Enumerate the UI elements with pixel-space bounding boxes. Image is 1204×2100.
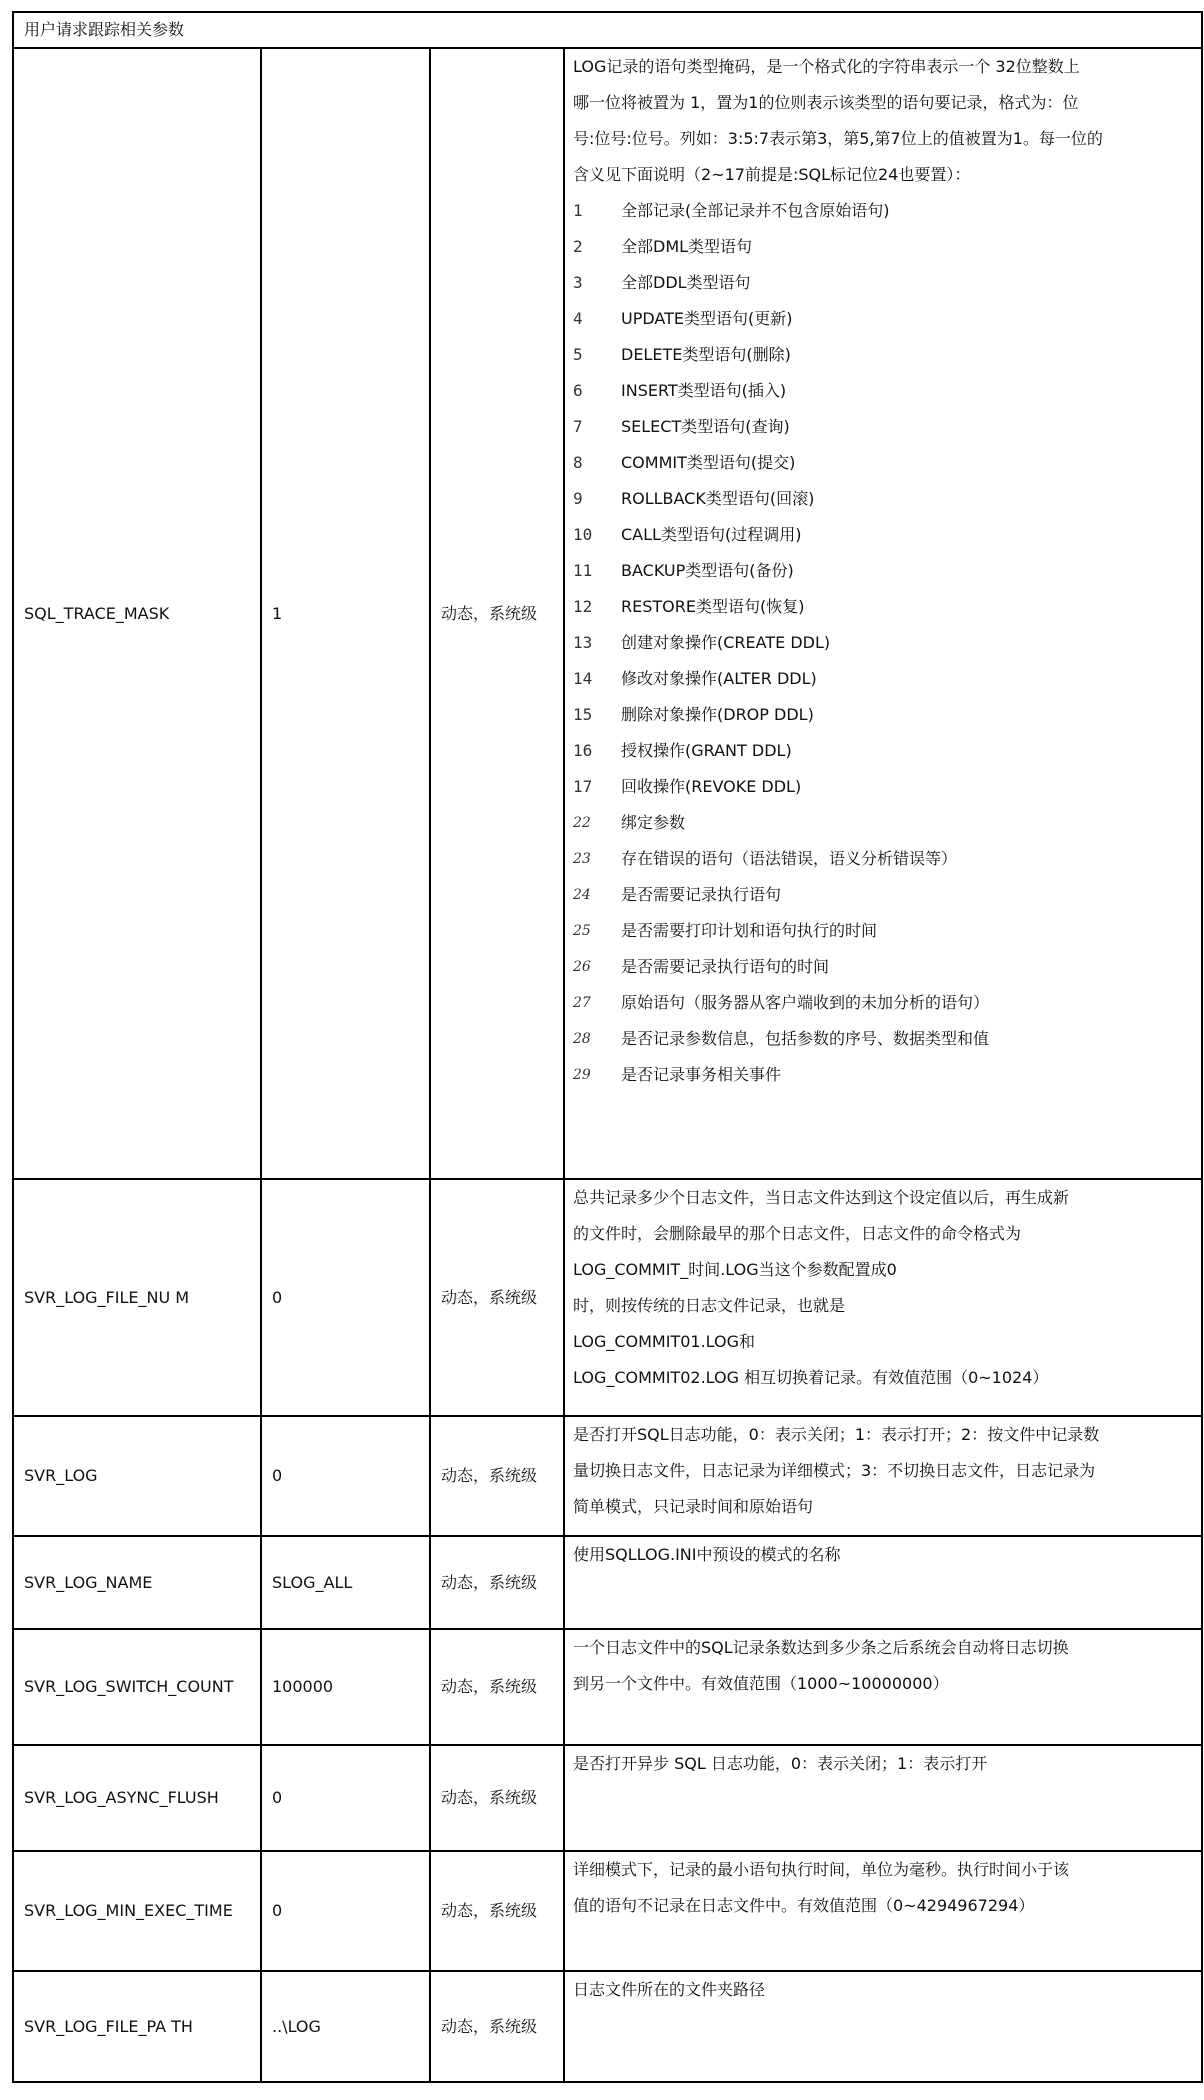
parameter-table [12,11,1203,2083]
mask-bit-item [573,697,1193,733]
mask-bit-item [573,229,1193,265]
parameter-description [564,1851,1202,1971]
parameter-name: SQL_TRACE_MASK [13,48,261,1179]
parameter-attribute: 动态，系统级 [430,1536,564,1629]
parameter-row [13,48,1202,1179]
parameter-row [13,1536,1202,1629]
description-line: 总共记录多少个日志文件，当日志文件达到这个设定值以后，再生成新 [573,1188,1070,1207]
parameter-attribute: 动态，系统级 [430,1971,564,2082]
bit-meaning: 授权操作(GRANT DDL) [621,741,792,760]
mask-bit-item [573,193,1193,229]
mask-bit-item [573,949,1193,985]
bit-meaning: 修改对象操作(ALTER DDL) [621,669,817,688]
bit-number: 24 [573,887,591,903]
default-value: 0 [261,1851,430,1971]
bit-meaning: 创建对象操作(CREATE DDL) [621,633,831,652]
bit-meaning: INSERT类型语句(插入) [621,381,787,400]
description-line: LOG记录的语句类型掩码，是一个格式化的字符串表示一个 32位整数上 [573,57,1080,76]
bit-meaning: RESTORE类型语句(恢复) [621,597,805,616]
description-line: 是否打开SQL日志功能，0：表示关闭；1：表示打开；2：按文件中记录数 [573,1425,1100,1444]
description-line: 时，则按传统的日志文件记录，也就是 [573,1296,846,1315]
parameter-attribute: 动态，系统级 [430,1745,564,1851]
parameter-row [13,1629,1202,1745]
mask-bit-item [573,553,1193,589]
bit-number: 8 [573,453,583,472]
bit-meaning: 全部DML类型语句 [621,237,753,256]
bit-meaning: 全部记录(全部记录并不包含原始语句) [621,201,890,220]
mask-bit-item [573,1021,1193,1057]
parameter-row [13,1971,1202,2082]
bit-number: 9 [573,489,583,508]
bit-meaning: CALL类型语句(过程调用) [621,525,802,544]
bit-number: 26 [573,959,591,975]
mask-bit-item [573,481,1193,517]
parameter-description [564,1179,1202,1416]
mask-bit-item [573,733,1193,769]
description-line: LOG_COMMIT02.LOG 相互切换着记录。有效值范围（0~1024） [573,1368,1049,1387]
description-line: 含义见下面说明（2~17前提是:SQL标记位24也要置）： [573,165,971,184]
bit-meaning: 删除对象操作(DROP DDL) [621,705,814,724]
description-line: 值的语句不记录在日志文件中。有效值范围（0~4294967294） [573,1896,1035,1915]
parameter-name: SVR_LOG_FILE_PA TH [13,1971,261,2082]
bit-number: 1 [573,201,583,220]
description-line: LOG_COMMIT_时间.LOG当这个参数配置成0 [573,1260,897,1279]
description-line: 的文件时，会删除最早的那个日志文件，日志文件的命令格式为 [573,1224,1022,1243]
parameter-name: SVR_LOG_FILE_NU M [13,1179,261,1416]
mask-bit-item [573,985,1193,1021]
default-value: 0 [261,1416,430,1536]
bit-meaning: ROLLBACK类型语句(回滚) [621,489,815,508]
bit-meaning: 存在错误的语句（语法错误，语义分析错误等） [621,849,958,868]
description-line: 使用SQLLOG.INI中预设的模式的名称 [573,1545,841,1564]
bit-meaning: SELECT类型语句(查询) [621,417,790,436]
bit-number: 17 [573,777,593,796]
bit-meaning: DELETE类型语句(删除) [621,345,791,364]
bit-meaning: BACKUP类型语句(备份) [621,561,794,580]
parameter-row [13,1745,1202,1851]
bit-number: 4 [573,309,583,328]
bit-number: 5 [573,345,583,364]
parameter-row [13,1416,1202,1536]
bit-number: 11 [573,561,593,580]
description-line: LOG_COMMIT01.LOG和 [573,1332,755,1351]
parameter-name: SVR_LOG_ASYNC_FLUSH [13,1745,261,1851]
parameter-description [564,48,1202,1179]
default-value: SLOG_ALL [261,1536,430,1629]
bit-number: 2 [573,237,583,256]
bit-number: 14 [573,669,593,688]
parameter-description [564,1971,1202,2082]
parameter-name: SVR_LOG [13,1416,261,1536]
bit-number: 16 [573,741,593,760]
mask-bit-item [573,769,1193,805]
parameter-row [13,1179,1202,1416]
parameter-attribute: 动态，系统级 [430,1629,564,1745]
description-line: 号:位号:位号。列如：3:5:7表示第3，第5,第7位上的值被置为1。每一位的 [573,129,1103,148]
mask-bit-item [573,625,1193,661]
mask-bit-item [573,301,1193,337]
parameter-description [564,1416,1202,1536]
parameter-name: SVR_LOG_MIN_EXEC_TIME [13,1851,261,1971]
parameter-description [564,1745,1202,1851]
bit-number: 7 [573,417,583,436]
mask-bit-item [573,373,1193,409]
bit-meaning: UPDATE类型语句(更新) [621,309,793,328]
mask-bit-item [573,337,1193,373]
mask-bit-item [573,661,1193,697]
bit-number: 25 [573,923,591,939]
parameter-name: SVR_LOG_NAME [13,1536,261,1629]
bit-meaning: 是否需要记录执行语句的时间 [621,957,830,976]
bit-number: 22 [573,815,591,831]
mask-bit-item [573,805,1193,841]
bit-meaning: 是否记录事务相关事件 [621,1065,782,1084]
bit-number: 3 [573,273,583,292]
bit-number: 6 [573,381,583,400]
default-value: 0 [261,1745,430,1851]
bit-number: 23 [573,851,591,867]
description-line: 日志文件所在的文件夹路径 [573,1980,766,1999]
bit-meaning: 是否需要打印计划和语句执行的时间 [621,921,878,940]
section-title: 用户请求跟踪相关参数 [13,12,1202,48]
bit-number: 13 [573,633,593,652]
parameter-row [13,1851,1202,1971]
default-value: ..\LOG [261,1971,430,2082]
parameter-attribute: 动态，系统级 [430,1851,564,1971]
bit-number: 28 [573,1031,591,1047]
description-line: 哪一位将被置为 1，置为1的位则表示该类型的语句要记录，格式为：位 [573,93,1079,112]
parameter-description [564,1629,1202,1745]
mask-bit-item [573,409,1193,445]
default-value: 1 [261,48,430,1179]
section-header-row [13,12,1202,48]
default-value: 100000 [261,1629,430,1745]
description-line: 简单模式，只记录时间和原始语句 [573,1497,814,1516]
parameter-name: SVR_LOG_SWITCH_COUNT [13,1629,261,1745]
bit-meaning: COMMIT类型语句(提交) [621,453,796,472]
mask-bit-item [573,589,1193,625]
mask-bit-item [573,265,1193,301]
description-line: 一个日志文件中的SQL记录条数达到多少条之后系统会自动将日志切换 [573,1638,1069,1657]
mask-bit-item [573,445,1193,481]
description-line: 量切换日志文件，日志记录为详细模式；3：不切换日志文件，日志记录为 [573,1461,1096,1480]
parameter-description [564,1536,1202,1629]
bit-meaning: 全部DDL类型语句 [621,273,751,292]
description-line: 到另一个文件中。有效值范围（1000~10000000） [573,1674,949,1693]
mask-bit-item [573,517,1193,553]
parameter-attribute: 动态，系统级 [430,1179,564,1416]
bit-meaning: 是否记录参数信息，包括参数的序号、数据类型和值 [621,1029,990,1048]
description-line: 详细模式下，记录的最小语句执行时间，单位为毫秒。执行时间小于该 [573,1860,1070,1879]
default-value: 0 [261,1179,430,1416]
bit-number: 29 [573,1067,591,1083]
bit-meaning: 原始语句（服务器从客户端收到的未加分析的语句） [621,993,990,1012]
mask-bit-item [573,1057,1193,1093]
bit-number: 15 [573,705,593,724]
mask-bit-item [573,913,1193,949]
mask-bit-item [573,841,1193,877]
parameter-attribute: 动态，系统级 [430,48,564,1179]
bit-meaning: 回收操作(REVOKE DDL) [621,777,802,796]
bit-number: 27 [573,995,591,1011]
parameter-attribute: 动态，系统级 [430,1416,564,1536]
description-line: 是否打开异步 SQL 日志功能，0：表示关闭；1：表示打开 [573,1754,988,1773]
bit-meaning: 绑定参数 [621,813,686,832]
mask-bit-item [573,877,1193,913]
bit-meaning: 是否需要记录执行语句 [621,885,782,904]
bit-number: 10 [573,525,593,544]
bit-number: 12 [573,597,593,616]
